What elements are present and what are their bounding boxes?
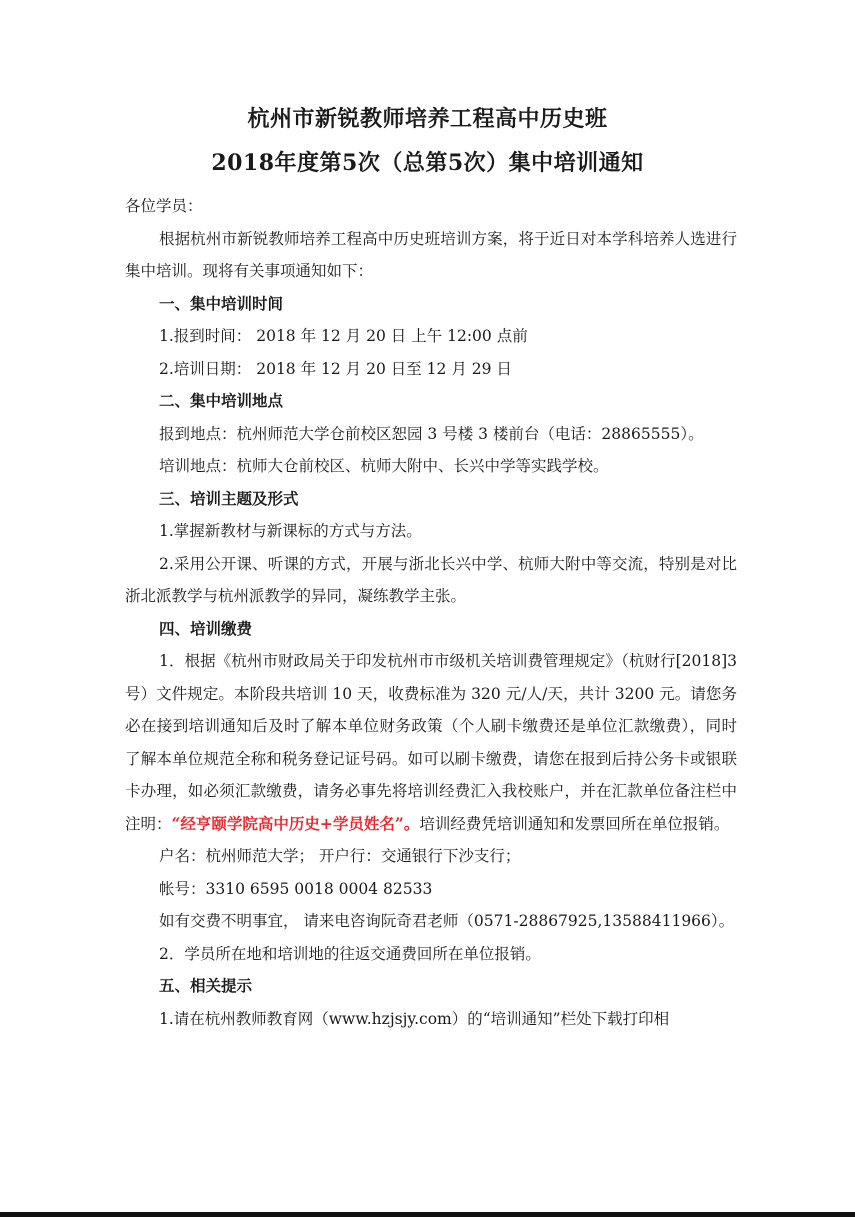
section-heading-time: 一、集中培训时间: [159, 293, 284, 313]
fee-item-2: 2．学员所在地和培训地的往返交通费回所在单位报销。: [159, 944, 541, 963]
fee-contact: 如有交费不明事宜， 请来电咨询阮奇君老师（0571-28867925,13588411966）。: [159, 912, 735, 930]
checkin-time: 1.报到时间： 2018 年 12 月 20 日 上午 12:00 点前: [159, 327, 528, 345]
section-heading-theme: 三、培训主题及形式: [159, 488, 299, 508]
section-heading-tips: 五、相关提示: [159, 976, 253, 995]
page-bottom-border: [0, 1212, 855, 1217]
greeting: 各位学员：: [125, 197, 203, 215]
fee-item-1-text: 1．根据《杭州市财政局关于印发杭州市市级机关培训费管理规定》（杭财行[2018]3 号）文件规定。本阶段共培训 10 天，收费标准为 320 元/人/天，共计 3200 元。请您务必在接到培训通知后及时了解本单位财务政策（个人刷卡缴费还是单位汇款缴费），同时了解本单位规范全称和税务登记证号码。如可以刷卡缴费，请您在报到后持公务卡或银联卡办理，如必须汇款缴费，请务必事先将培训经费汇入我校账户，并在汇款单位备注栏中注明：: [125, 652, 737, 833]
training-dates: 2.培训日期： 2018 年 12 月 20 日至 12 月 29 日: [159, 359, 512, 378]
theme-item-2: 2.采用公开课、听课的方式，开展与浙北长兴中学、杭师大附中等交流，特别是对比浙北派教学与杭州派教学的异同，凝练教学主张。: [125, 554, 737, 605]
section-heading-fees: 四、培训缴费: [159, 618, 253, 638]
theme-item-1: 1.掌握新教材与新课标的方式与方法。: [159, 522, 422, 540]
account-name: 户名：杭州师范大学； 开户行：交通银行下沙支行；: [159, 847, 521, 865]
document-subtitle: 2018年度第5次（总第5次）集中培训通知: [211, 150, 644, 176]
remittance-note-highlight: “经亨颐学院高中历史+学员姓名”。: [171, 813, 420, 833]
account-number: 帐号：3310 6595 0018 0004 82533: [159, 879, 433, 898]
fee-item-1-tail: 培训经费凭培训通知和发票回所在单位报销。: [419, 814, 730, 833]
document-title: 杭州市新锐教师培养工程高中历史班: [247, 106, 608, 132]
section-heading-location: 二、集中培训地点: [159, 391, 284, 410]
fee-item-1: [125, 645, 737, 840]
intro-paragraph: 根据杭州市新锐教师培养工程高中历史班培训方案，将于近日对本学科培养人选进行集中培训。现将有关事项通知如下：: [125, 229, 737, 280]
tips-item-1: 1.请在杭州教师教育网（www.hzjsjy.com）的“培训通知”栏处下载打印相: [159, 1009, 670, 1028]
checkin-location: 报到地点：杭州师范大学仓前校区恕园 3 号楼 3 楼前台（电话：28865555）。: [159, 424, 704, 443]
training-location: 培训地点：杭师大仓前校区、杭师大附中、长兴中学等实践学校。: [159, 457, 609, 475]
document-body: [125, 190, 737, 1035]
